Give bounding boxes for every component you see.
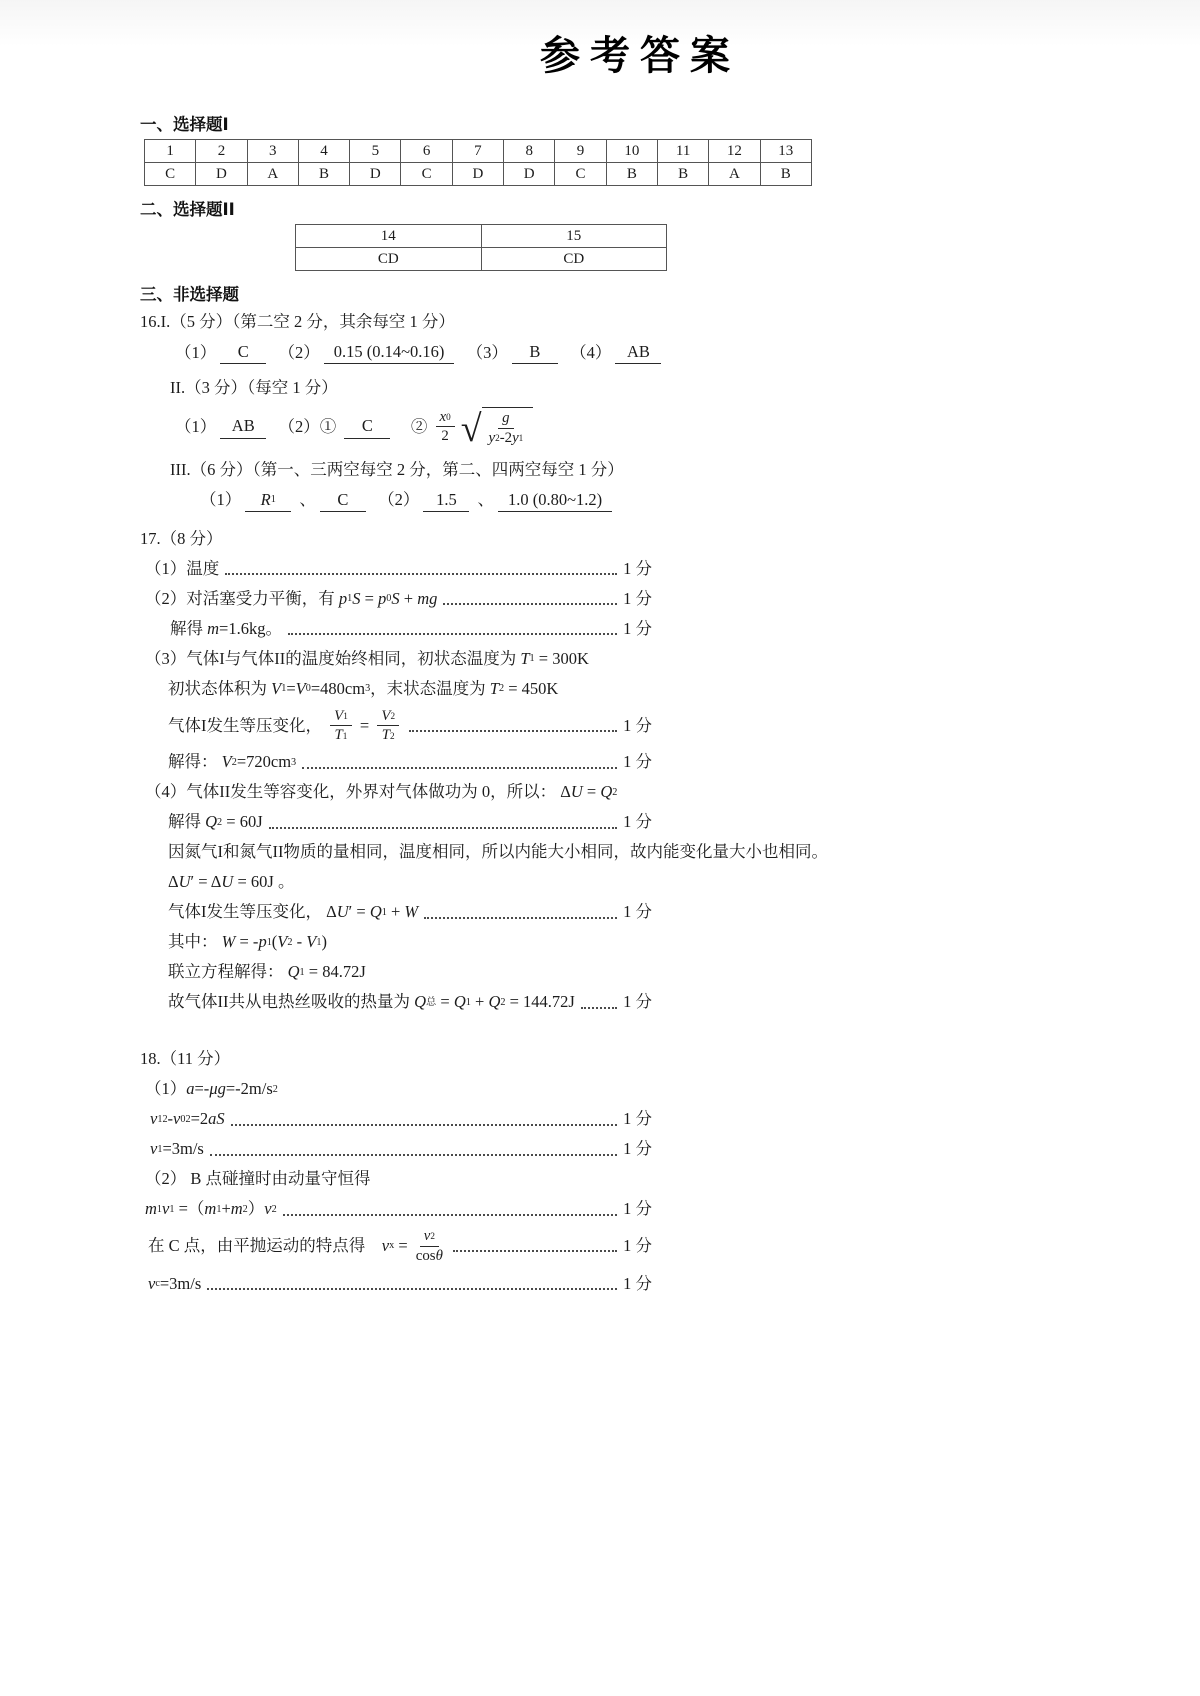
fraction (377, 708, 399, 744)
dotted-leader (269, 827, 617, 829)
table-cell: 9 (555, 140, 606, 163)
score-label: 1 分 (623, 589, 652, 609)
table-cell: 4 (298, 140, 349, 163)
dotted-leader (424, 917, 617, 919)
q17-line-7 (168, 751, 652, 774)
radical-sign: √ (460, 407, 482, 450)
fraction-numerator: g (498, 410, 513, 429)
answer-blank: C (344, 415, 390, 438)
q17-line-1 (145, 558, 652, 581)
line-text: 其中： W = - p 1 ( V 2 - V 1 ) (168, 932, 327, 952)
q17-line-5 (168, 678, 1140, 701)
score-label: 1 分 (623, 559, 652, 579)
question16-answers (140, 311, 1140, 512)
q18-line-5 (145, 1198, 652, 1221)
fraction (436, 409, 455, 445)
line-text: （1） a =- μg =-2m/s 2 (145, 1079, 278, 1099)
score-label: 1 分 (623, 1199, 652, 1219)
score-label: 1 分 (623, 619, 652, 639)
answer-blank: C (220, 341, 266, 364)
answer-blank: C (320, 489, 366, 512)
score-label: 1 分 (623, 1236, 652, 1256)
line-text: 联立方程解得： Q 1 = 84.72J (168, 962, 366, 982)
dotted-leader (210, 1154, 617, 1156)
line-text: （1） R 1 、 C （2） 1.5 、 1.0 (0.80~1.2) (200, 489, 616, 512)
choice2-answer-table (295, 224, 667, 271)
table-cell: 11 (657, 140, 708, 163)
fraction (416, 1228, 443, 1264)
fraction-numerator: V 2 (377, 708, 399, 727)
fraction (489, 410, 524, 446)
q17-line-13 (168, 931, 1140, 954)
table-cell: 14 (296, 225, 482, 248)
score-label: 1 分 (623, 752, 652, 772)
line-text: II.（3 分）（每空 1 分） (170, 377, 338, 397)
dotted-leader (409, 730, 617, 732)
table-cell: A (247, 163, 298, 186)
table-cell: CD (481, 248, 667, 271)
q18-line-7 (148, 1272, 652, 1295)
line-text: 故气体II共从电热丝吸收的热量为 Q 总 = Q 1 + Q 2 = 144.72J (168, 992, 575, 1012)
table-cell: B (606, 163, 657, 186)
line-text: （2） B 点碰撞时由动量守恒得 (145, 1169, 371, 1189)
choice1-answer-table (144, 139, 812, 186)
q18-header (140, 1048, 1140, 1071)
fraction-denominator: y 2 -2 y 1 (488, 429, 524, 446)
line-text: 气体I发生等压变化， V 1 T 1 = V 2 T 2 (168, 708, 403, 744)
dotted-leader (453, 1250, 617, 1252)
line-text: （1）温度 (145, 559, 220, 579)
fraction-numerator: V 1 (330, 708, 352, 727)
fraction-denominator: cos θ (415, 1247, 443, 1264)
fraction-denominator: T 2 (381, 727, 395, 744)
table-cell: 13 (760, 140, 811, 163)
line-text: v c =3m/s (148, 1273, 202, 1293)
dotted-leader (302, 767, 617, 769)
q17-line-8 (145, 781, 1140, 804)
table-cell: 15 (481, 225, 667, 248)
fraction-numerator: v 2 (420, 1228, 439, 1247)
question18-answers (140, 1048, 1140, 1295)
table-cell: 1 (145, 140, 196, 163)
line-text: 初状态体积为 V 1 = V 0 =480cm 3 ，末状态温度为 T 2 = 450K (168, 679, 559, 699)
line-text: 18.（11 分） (140, 1049, 231, 1069)
q17-line-10 (168, 841, 1140, 864)
line-text: III.（6 分）（第一、三两空每空 2 分，第二、四两空每空 1 分） (170, 459, 624, 479)
table-cell: D (452, 163, 503, 186)
section-choice1-heading: 一、选择题I (140, 115, 229, 134)
table-cell: D (350, 163, 401, 186)
page-title: 参考答案 (540, 33, 740, 79)
table-cell: CD (296, 248, 482, 271)
table-row (296, 248, 667, 271)
dotted-leader (288, 633, 617, 635)
line-text: 在 C 点，由平抛运动的特点得 v x = v 2 cos θ (148, 1228, 443, 1264)
dotted-leader (207, 1288, 617, 1290)
radicand (482, 407, 534, 446)
score-label: 1 分 (623, 812, 652, 832)
q18-line-2 (150, 1108, 652, 1131)
line-text: Δ U ′ = Δ U = 60J 。 (168, 872, 295, 892)
line-text: 解得 Q 2 = 60J (168, 812, 263, 832)
score-label: 1 分 (623, 1109, 652, 1129)
line-text: 因氮气I和氮气II物质的量相同，温度相同，所以内能大小相同，故内能变化量大小也相同。 (168, 842, 828, 862)
table-cell: D (196, 163, 247, 186)
table-cell: 3 (247, 140, 298, 163)
q16-part3-answers (200, 489, 1140, 512)
line-text: （1） C （2） 0.15 (0.14~0.16) （3） B （4） AB (175, 341, 665, 364)
table-cell: 6 (401, 140, 452, 163)
q16-part2-header (170, 376, 1140, 399)
q17-header (140, 528, 1140, 551)
line-text: m 1 v 1 =（ m 1 + m 2 ） v 2 (145, 1199, 277, 1219)
dotted-leader (225, 573, 617, 575)
table-cell: 2 (196, 140, 247, 163)
dotted-leader (581, 1007, 617, 1009)
fraction-denominator: T 1 (334, 727, 348, 744)
table-cell: C (145, 163, 196, 186)
table-cell: 8 (504, 140, 555, 163)
q16-part1-header (140, 311, 1140, 334)
square-root (460, 407, 534, 450)
table-cell: A (709, 163, 760, 186)
table-row (296, 225, 667, 248)
table-cell: C (401, 163, 452, 186)
fraction-denominator: 2 (441, 428, 449, 445)
q17-line-2 (145, 588, 652, 611)
answer-blank: 0.15 (0.14~0.16) (324, 341, 455, 364)
q17-line-6 (168, 708, 652, 744)
answer-blank: 1.5 (423, 489, 469, 512)
answer-blank: AB (220, 415, 266, 438)
score-label: 1 分 (623, 715, 652, 735)
q16-part3-header (170, 459, 1140, 482)
q17-line-14 (168, 961, 1140, 984)
fraction (330, 708, 352, 744)
answer-blank: 1.0 (0.80~1.2) (498, 489, 612, 512)
table-cell: C (555, 163, 606, 186)
q17-line-12 (168, 901, 652, 924)
dotted-leader (443, 603, 617, 605)
section-choice2-heading: 二、选择题II (140, 200, 235, 219)
table-cell: 10 (606, 140, 657, 163)
table-row (145, 163, 812, 186)
q16-part2-answers (175, 407, 1140, 450)
answer-blank: AB (615, 341, 661, 364)
dotted-leader (283, 1214, 617, 1216)
table-cell: 7 (452, 140, 503, 163)
line-text: 气体I发生等压变化， Δ U ′ = Q 1 + W (168, 902, 419, 922)
fraction-numerator: x 0 (436, 409, 455, 428)
q17-line-15 (168, 991, 652, 1014)
q17-line-3 (170, 618, 652, 641)
q17-line-9 (168, 811, 652, 834)
line-text: （2）对活塞受力平衡，有 p 1 S = p 0 S + mg (145, 589, 438, 609)
table-row (145, 140, 812, 163)
table-cell: D (504, 163, 555, 186)
table-cell: 12 (709, 140, 760, 163)
line-text: 解得 m =1.6kg。 (170, 619, 282, 639)
line-text: （1） AB （2）① C ② x 0 2 √ g y 2 -2 y 1 (175, 407, 533, 446)
score-label: 1 分 (623, 1139, 652, 1159)
score-label: 1 分 (623, 1273, 652, 1293)
q17-line-4 (145, 648, 1140, 671)
q18-line-6 (148, 1228, 652, 1264)
table-cell: B (657, 163, 708, 186)
q18-line-4 (145, 1168, 1140, 1191)
answer-blank: R 1 (245, 489, 291, 512)
q17-line-11 (168, 871, 1140, 894)
line-text: 17.（8 分） (140, 529, 223, 549)
section-nonchoice-heading: 三、非选择题 (140, 285, 239, 304)
question17-answers (140, 528, 1140, 1014)
q18-line-1 (145, 1078, 1140, 1101)
answer-blank: B (512, 341, 558, 364)
line-text: 解得： V 2 =720cm 3 (168, 752, 297, 772)
line-text: v 1 =3m/s (150, 1139, 204, 1159)
line-text: （4）气体II发生等容变化，外界对气体做功为 0，所以： Δ U = Q 2 (145, 782, 618, 802)
title-row (140, 24, 1140, 81)
line-text: （3）气体I与气体II的温度始终相同，初状态温度为 T 1 = 300K (145, 649, 589, 669)
q18-line-3 (150, 1138, 652, 1161)
line-text: v 1 2 - v 0 2 =2 aS (150, 1109, 225, 1129)
table-cell: 5 (350, 140, 401, 163)
table-cell: B (760, 163, 811, 186)
score-label: 1 分 (623, 992, 652, 1012)
table-cell: B (298, 163, 349, 186)
score-label: 1 分 (623, 902, 652, 922)
line-text: 16.I.（5 分）（第二空 2 分，其余每空 1 分） (140, 312, 455, 332)
dotted-leader (231, 1124, 617, 1126)
q16-part1-answers (175, 341, 1140, 364)
